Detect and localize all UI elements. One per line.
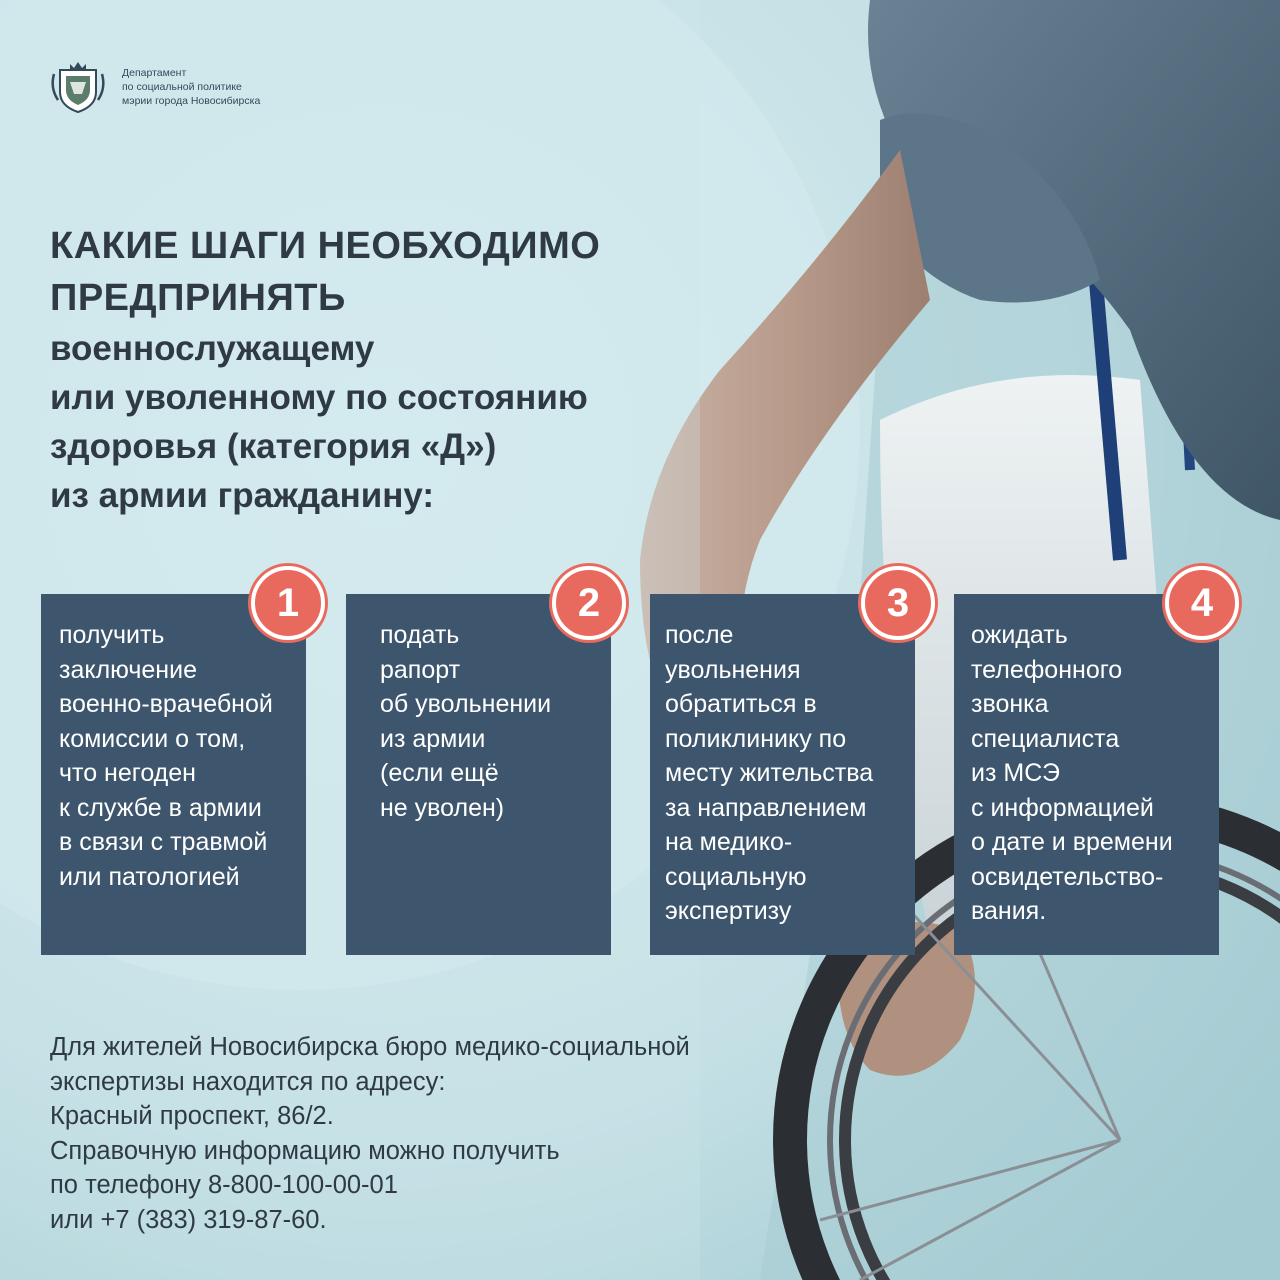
step-card-2 — [346, 581, 611, 955]
step-text-line: экспертизу — [665, 897, 792, 925]
page-title — [50, 220, 770, 520]
step-text-line: за направлением — [665, 793, 867, 822]
step-number-badge: 3 — [861, 566, 935, 640]
step-card-1 — [41, 581, 306, 955]
step-text-line: специалиста — [971, 724, 1120, 753]
organization-name-line: по социальной политике — [122, 81, 242, 93]
step-text-line: (если ещё — [380, 759, 499, 787]
organization-logo — [48, 60, 308, 116]
step-text — [59, 618, 296, 894]
step-text-line: получить — [59, 621, 165, 649]
step-text-line: ожидать — [971, 621, 1068, 649]
step-text — [665, 618, 905, 929]
step-text-line: подать — [380, 621, 460, 649]
contact-info-line: экспертизы находится по адресу: — [50, 1067, 446, 1096]
step-text-line: телефонного — [971, 655, 1123, 684]
step-text-line: об увольнении — [380, 690, 552, 718]
step-text-line: освидетельство- — [971, 862, 1164, 891]
step-number-badge: 2 — [552, 566, 626, 640]
city-crest-icon — [48, 60, 108, 116]
subtitle-line: здоровья (категория «Д») — [50, 427, 497, 466]
step-text-line: к службе в армии — [59, 793, 262, 822]
contact-info-line: Справочную информацию можно получить — [50, 1136, 560, 1165]
step-card-4 — [954, 581, 1219, 955]
step-text — [971, 618, 1209, 929]
step-text-line: о дате и времени — [971, 828, 1173, 856]
organization-name — [122, 66, 322, 108]
step-text-line: в связи с травмой — [59, 828, 268, 856]
step-number-badge: 4 — [1165, 566, 1239, 640]
address-line: Красный проспект, 86/2. — [50, 1102, 334, 1130]
phone-line: или +7 (383) 319-87-60. — [50, 1205, 327, 1234]
title-line: КАКИЕ ШАГИ НЕОБХОДИМО — [50, 225, 601, 267]
organization-name-line: мэрии города Новосибирска — [122, 95, 261, 107]
step-text-line: на медико- — [665, 828, 793, 856]
step-text-line: звонка — [971, 690, 1049, 718]
step-text — [380, 618, 601, 825]
step-text-line: обратиться в — [665, 690, 817, 718]
step-text-line: из МСЭ — [971, 759, 1060, 787]
subtitle-line: военнослужащему — [50, 329, 375, 368]
step-text-line: рапорт — [380, 655, 461, 684]
title-line: ПРЕДПРИНЯТЬ — [50, 277, 346, 319]
organization-name-line: Департамент — [122, 67, 187, 79]
subtitle-line: из армии гражданину: — [50, 476, 435, 515]
step-text-line: комиссии о том, — [59, 724, 246, 753]
step-text-line: не уволен) — [380, 793, 505, 822]
phone-line: по телефону 8-800-100-00-01 — [50, 1171, 398, 1199]
step-text-line: социальную — [665, 862, 807, 891]
step-card-3 — [650, 581, 915, 955]
step-text-line: или патологией — [59, 862, 240, 891]
subtitle-line: или уволенному по состоянию — [50, 378, 588, 417]
step-text-line: вания. — [971, 897, 1047, 925]
step-number-badge: 1 — [251, 566, 325, 640]
contact-info-line: Для жителей Новосибирска бюро медико-социальной — [50, 1033, 690, 1061]
step-text-line: месту жительства — [665, 759, 874, 787]
step-text-line: увольнения — [665, 655, 801, 684]
contact-info — [50, 1030, 770, 1237]
step-text-line: что негоден — [59, 759, 196, 787]
step-text-line: из армии — [380, 724, 486, 753]
step-text-line: заключение — [59, 655, 197, 684]
step-text-line: поликлинику по — [665, 724, 847, 753]
step-text-line: после — [665, 621, 734, 649]
step-text-line: военно-врачебной — [59, 690, 273, 718]
step-text-line: с информацией — [971, 793, 1154, 822]
